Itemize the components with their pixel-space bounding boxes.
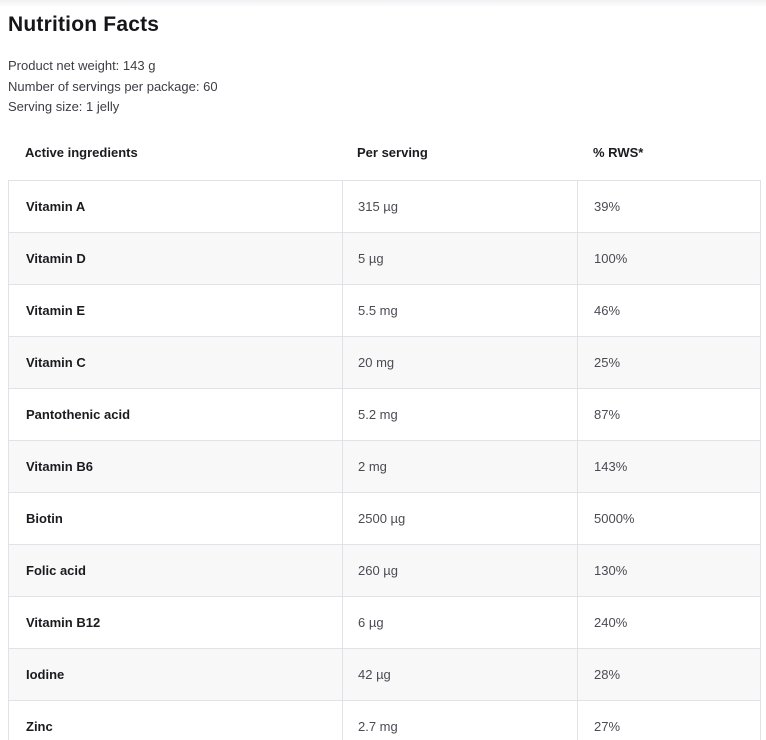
rws-value: 5000% bbox=[578, 492, 761, 544]
ingredient-name: Biotin bbox=[9, 492, 343, 544]
table-header-row bbox=[8, 139, 760, 167]
page-title: Nutrition Facts bbox=[8, 13, 160, 36]
header-active-ingredients: Active ingredients bbox=[25, 145, 138, 160]
per-serving-value: 2 mg bbox=[343, 440, 578, 492]
nutrition-table bbox=[8, 180, 761, 740]
ingredient-name: Zinc bbox=[9, 700, 343, 740]
table-row bbox=[9, 700, 761, 740]
meta-net-weight: Product net weight: 143 g bbox=[8, 58, 156, 73]
rws-value: 130% bbox=[578, 544, 761, 596]
per-serving-value: 20 mg bbox=[343, 336, 578, 388]
per-serving-value: 6 µg bbox=[343, 596, 578, 648]
rws-value: 100% bbox=[578, 232, 761, 284]
per-serving-value: 5.2 mg bbox=[343, 388, 578, 440]
table-row bbox=[9, 492, 761, 544]
table-row bbox=[9, 596, 761, 648]
ingredient-name: Vitamin E bbox=[9, 284, 343, 336]
ingredient-name: Iodine bbox=[9, 648, 343, 700]
per-serving-value: 315 µg bbox=[343, 180, 578, 232]
ingredient-name: Vitamin B6 bbox=[9, 440, 343, 492]
table-row bbox=[9, 232, 761, 284]
ingredient-name: Pantothenic acid bbox=[9, 388, 343, 440]
per-serving-value: 2500 µg bbox=[343, 492, 578, 544]
rws-value: 240% bbox=[578, 596, 761, 648]
per-serving-value: 5.5 mg bbox=[343, 284, 578, 336]
rws-value: 143% bbox=[578, 440, 761, 492]
rws-value: 27% bbox=[578, 700, 761, 740]
ingredient-name: Folic acid bbox=[9, 544, 343, 596]
ingredient-name: Vitamin A bbox=[9, 180, 343, 232]
table-row bbox=[9, 180, 761, 232]
rws-value: 46% bbox=[578, 284, 761, 336]
ingredient-name: Vitamin C bbox=[9, 336, 343, 388]
product-meta bbox=[8, 56, 760, 118]
rws-value: 87% bbox=[578, 388, 761, 440]
table-row bbox=[9, 544, 761, 596]
header-per-serving: Per serving bbox=[357, 145, 428, 160]
per-serving-value: 260 µg bbox=[343, 544, 578, 596]
table-row bbox=[9, 284, 761, 336]
per-serving-value: 42 µg bbox=[343, 648, 578, 700]
meta-servings-per-package: Number of servings per package: 60 bbox=[8, 78, 218, 94]
page-content bbox=[0, 7, 766, 740]
rws-value: 25% bbox=[578, 336, 761, 388]
header-rws: % RWS* bbox=[593, 145, 644, 160]
per-serving-value: 2.7 mg bbox=[343, 700, 578, 740]
rws-value: 39% bbox=[578, 180, 761, 232]
rws-value: 28% bbox=[578, 648, 761, 700]
top-gradient-band bbox=[0, 0, 766, 7]
table-row bbox=[9, 388, 761, 440]
table-row bbox=[9, 336, 761, 388]
table-row bbox=[9, 440, 761, 492]
ingredient-name: Vitamin D bbox=[9, 232, 343, 284]
per-serving-value: 5 µg bbox=[343, 232, 578, 284]
ingredient-name: Vitamin B12 bbox=[9, 596, 343, 648]
table-row bbox=[9, 648, 761, 700]
meta-serving-size: Serving size: 1 jelly bbox=[8, 99, 120, 114]
